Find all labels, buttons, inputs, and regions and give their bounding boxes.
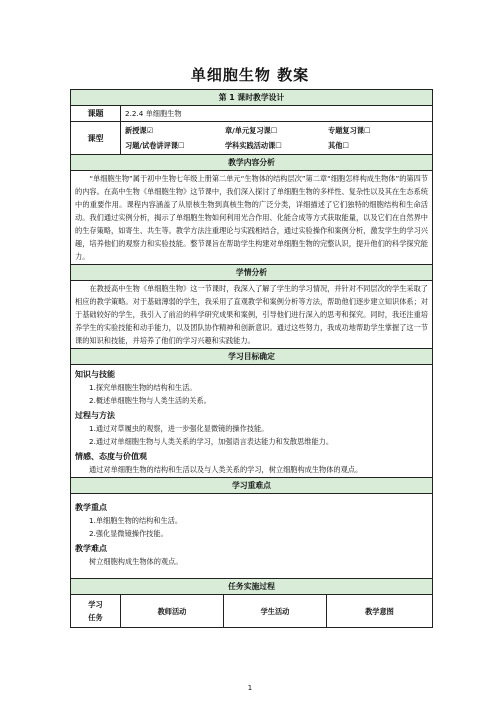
type-unit-review: 章/单元复习课☐ (224, 126, 278, 135)
type-practice: 学科实践活动课☐ (224, 141, 282, 150)
section-heading: 第 1 课时教学设计 (71, 90, 433, 106)
student-column-header: 学生活动 (224, 595, 327, 628)
key-difficulties-cell (71, 494, 433, 579)
topic-value: 2.2.4 单细胞生物 (121, 106, 433, 122)
process-item: 1.通过对草履虫的观察，进一步强化显微镜的操作技能。 (89, 424, 269, 433)
difficulty-title: 教学难点 (75, 544, 107, 553)
knowledge-item: 2.概述单细胞生物与人类生活的关系。 (89, 396, 211, 405)
emotion-title: 情感、态度与价值观 (75, 452, 147, 461)
teacher-column-header: 教师活动 (121, 595, 224, 628)
document-title: 单细胞生物 教案 (190, 66, 310, 84)
section-heading: 任务实施过程 (71, 579, 433, 595)
difficulty-item: 树立细胞构成生物体的观点。 (89, 557, 183, 566)
intent-column-header: 教学意图 (327, 595, 433, 628)
key-point-item: 2.强化显微镜操作技能。 (89, 529, 168, 538)
section-heading: 学习目标确定 (71, 349, 433, 365)
key-points-title: 教学重点 (75, 503, 107, 512)
learning-goals-cell (71, 365, 433, 478)
section-heading: 学情分析 (71, 265, 433, 281)
section-heading: 教学内容分析 (71, 155, 433, 171)
topic-label: 课题 (71, 106, 121, 122)
type-exam-review: 习题/试卷讲评课☐ (125, 141, 185, 150)
type-new-lesson: 新授课☑ (125, 126, 154, 135)
topic-row (71, 106, 433, 122)
section-task-process (71, 579, 433, 595)
course-type-row (71, 122, 433, 155)
section-student-analysis (71, 265, 433, 281)
content-analysis-text: “单细胞生物”属于初中生物七年级上册第二单元“生物体的结构层次”第二章“细胞怎样构成生物体”的第四节的内容。在高中生物《单细胞生物》这节课中，我们深入探讨了单细胞生物的多样性、复杂性以及其在生态系统中的重要作用。课程内容涵盖了从原核生物到真核生物的广泛分类，详细描述了它们独特的细胞结构和生命活动。我们通过实例分析，揭示了单细胞生物如何利用光合作用、化能合成等方式获取能量，以及它们在自然界中的生存策略，如寄生、共生等。教学方法注重理论与实践相结合，通过实验操作和案例分析，激发学生的学习兴趣，培养他们的观察力和实验技能。整节课旨在帮助学生构建对单细胞生物的完整认识，提升他们的科学探究能力。 (71, 171, 433, 265)
task-column-header: 学习 任务 (71, 595, 121, 628)
emotion-item: 通过对单细胞生物的结构和生活以及与人类关系的学习，树立细胞构成生物体的观点。 (89, 465, 363, 474)
section-key-difficulties (71, 478, 433, 494)
page-number: 1 (247, 684, 253, 692)
key-point-item: 1.单细胞生物的结构和生活。 (89, 516, 183, 525)
process-title: 过程与方法 (75, 411, 115, 420)
student-analysis-text: 在教授高中生物《单细胞生物》这一节课时，我深入了解了学生的学习情况，并针对不同层次的学生采取了相应的教学策略。对于基础薄弱的学生，我采用了直观教学和案例分析等方法，帮助他们逐步建立知识体系；对于基础较好的学生，我引入了前沿的科学研究成果和案例，引导他们进行深入的思考和探究。同时，我还注重培养学生的实验技能和动手能力，以及团队协作精神和创新意识。通过这些努力，我成功地帮助学生掌握了这一节课的知识和技能，并培养了他们的学习兴趣和实践能力。 (71, 281, 433, 349)
course-type-options (121, 122, 433, 155)
course-type-label: 课型 (71, 122, 121, 155)
process-item: 2.通过对单细胞生物与人类关系的学习，加强语言表达能力和发散思维能力。 (89, 437, 334, 446)
lesson-plan-table (70, 89, 433, 628)
type-special-review: 专题复习课☐ (328, 126, 371, 135)
knowledge-item: 1.探究单细胞生物的结构和生活。 (89, 383, 197, 392)
process-header-row (71, 595, 433, 628)
section-content-analysis (71, 155, 433, 171)
type-other: 其他☐ (328, 141, 349, 150)
section-heading: 学习重难点 (71, 478, 433, 494)
section-lesson-design (71, 90, 433, 106)
section-learning-goals (71, 349, 433, 365)
knowledge-title: 知识与技能 (75, 370, 115, 379)
